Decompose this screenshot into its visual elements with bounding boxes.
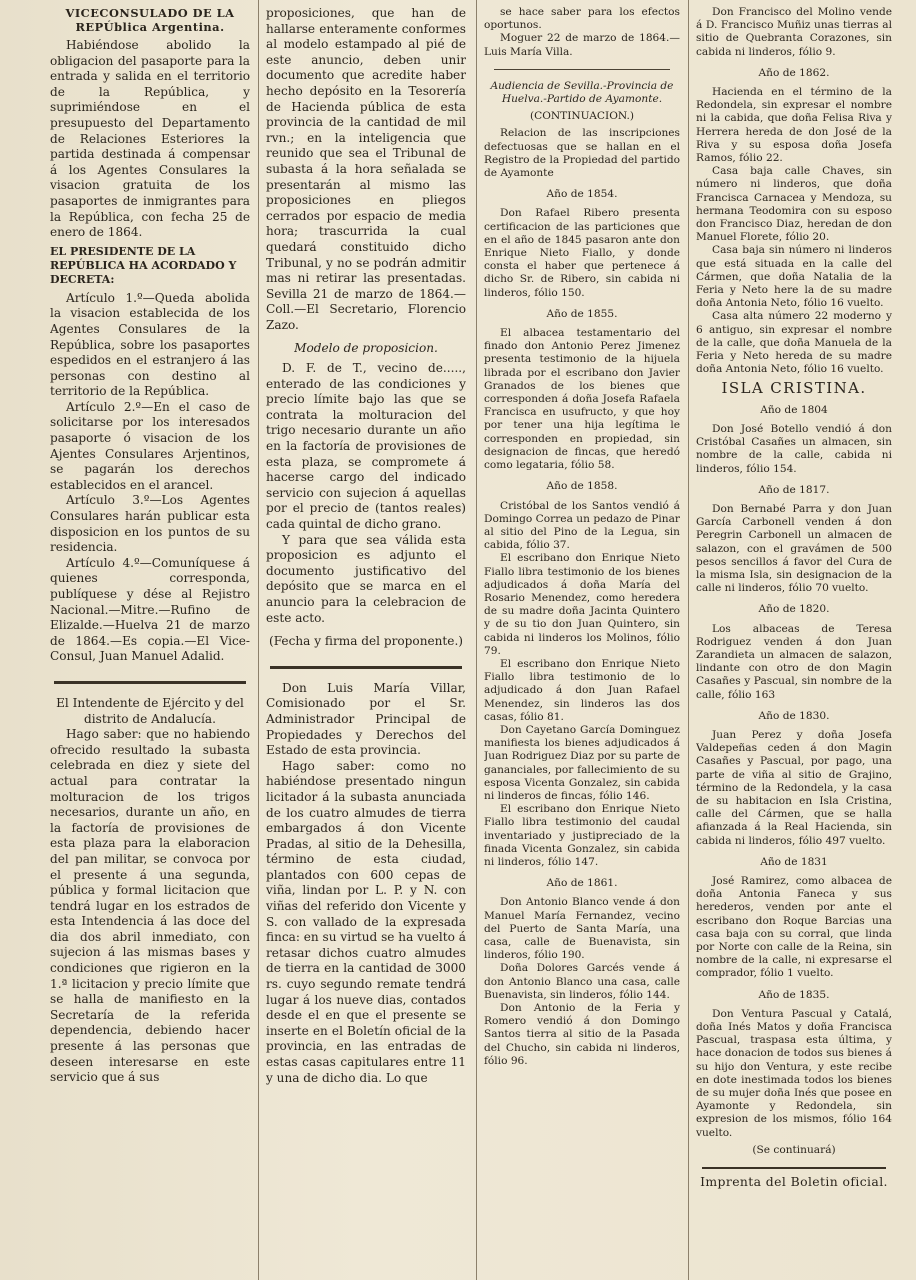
- entry: Don Cayetano García Dominguez manifiesta los bienes adjudicados á Juan Rodriguez Diaz por su parte de gananciales, por fallecimiento de su esposa Vicenta Gonzalez, sin cabida ni linderos de fincas, fólio 146.: [484, 723, 680, 802]
- year-heading: Año de 1831: [760, 855, 828, 868]
- decree-heading: EL PRESIDENTE DE LA REPÚBLICA HA ACORDADO Y DECRETA:: [50, 244, 237, 286]
- entry: El escribano don Enrique Nieto Fiallo libra testimonio del caudal inventariado y justipreciado de la finada Vicenta Gonzalez, sin cabida ni linderos, fólio 147.: [484, 803, 680, 868]
- footer-rule: [702, 1167, 886, 1169]
- year-heading: Año de 1855.: [546, 307, 618, 320]
- section-rule: [54, 681, 246, 684]
- entry: Juan Perez y doña Josefa Valdepeñas ceden á don Magin Casañes y Pascual, por pago, una parte de viña al sitio de Grajino, término de la Redondela, y la casa de su habitacion en Isla Cristina, calle del Cármen, que se halla afianzada á la Real Hacienda, sin cabida ni linderos, fólio 497 vuelto.: [696, 728, 892, 847]
- entry: Los albaceas de Teresa Rodriguez venden á don Juan Zarandieta un almacen de salazon, lindante con otro de don Magin Casañes y Pascual, sin nombre de la calle, fólio 163: [696, 622, 892, 701]
- entry: Don José Botello vendió á don Cristóbal Casañes un almacen, sin nombre de la calle, cabida ni linderos, fólio 154.: [696, 422, 892, 475]
- year-heading: Año de 1858.: [546, 480, 618, 493]
- year-heading: Año de 1817.: [758, 483, 830, 496]
- article-4: Artículo 4.º—Comuníquese á quienes corresponda, publíquese y dése al Rejistro Nacional.—Mitre.—Rufino de Elizalde.—Huelva 21 de marzo de 1864.—Es copia.—El Vice-Consul, Juan Manuel Adalid.: [50, 555, 250, 664]
- column-2: [266, 0, 466, 1280]
- villar-heading: Don Luis María Villar, Comisionado por el Sr. Administrador Principal de Propiedades y Derechos del Estado de esta provincia.: [266, 680, 466, 758]
- entry: Casa alta número 22 moderno y 6 antiguo, sin expresar el nombre de la calle, que doña Manuela de la Feria y Neto hereda de su madre doña Antonia Neto, fólio 16 vuelto.: [696, 310, 892, 376]
- court-heading: Audiencia de Sevilla.-Provincia de Huelva.-Partido de Ayamonte.: [490, 79, 674, 106]
- relacion-intro: Relacion de las inscripciones defectuosas que se hallan en el Registro de la Propiedad del partido de Ayamonte: [484, 127, 680, 180]
- entry: Cristóbal de los Santos vendió á Domingo Correa un pedazo de Pinar al sitio del Pino de la Legua, sin cabida, fólio 37.: [484, 499, 680, 552]
- continued-label: (Se continuará): [752, 1143, 836, 1156]
- continuation-label: (CONTINUACION.): [529, 110, 635, 123]
- article-3: Artículo 3.º—Los Agentes Consulares harán publicar esta disposicion en los puntos de su residencia.: [50, 493, 250, 555]
- entry: Casa baja calle Chaves, sin número ni linderos, que doña Francisca Carnacea y Mendoza, su hermana Teodomira con su esposo don Francisco Diaz, heredan de don Manuel Florete, fólio 20.: [696, 165, 892, 244]
- article-1: Artículo 1.º—Queda abolida la visacion establecida de los Agentes Consulares de la República, sobre los pasaportes espedidos en el estranjero á las personas con destino al territorio de la República.: [50, 290, 250, 399]
- entry: Don Antonio de la Feria y Romero vendió á don Domingo Santos tierra al sitio de la Pasada del Chucho, sin cabida ni linderos, fólio 96.: [484, 1002, 680, 1067]
- entry: El albacea testamentario del finado don Antonio Perez Jimenez presenta testimonio de la hijuela librada por el escribano don Javier Granados de los bienes que corresponden á doña Josefa Rafaela Francisca en usufructo, y que hoy por tener una hija legítima le corresponden en propiedad, sin designacion de fincas, que heredó como legataria, fólio 58.: [484, 327, 680, 472]
- year-heading: Año de 1861.: [546, 877, 618, 890]
- signature-line: (Fecha y firma del proponente.): [268, 634, 464, 649]
- entry: Don Francisco del Molino vende á D. Francisco Muñiz unas tierras al sitio de Quebranta Corazones, sin cabida ni linderos, fólio 9.: [696, 6, 892, 58]
- entry: Hacienda en el término de la Redondela, sin expresar el nombre ni la cabida, que doña Felisa Riva y Herrera hereda de don José de la Riva y su esposa doña Josefa Ramos, fólio 22.: [696, 86, 892, 165]
- year-heading: Año de 1820.: [758, 603, 830, 616]
- entry: El escribano don Enrique Nieto Fiallo libra testimonio de lo adjudicado á don Juan Rafael Menendez, sin linderos las dos casas, fólio 81.: [484, 657, 680, 723]
- column-divider: [258, 0, 259, 1280]
- column-divider: [688, 0, 689, 1280]
- column-divider: [476, 0, 477, 1280]
- section-rule: [270, 666, 462, 669]
- column-4: [696, 0, 892, 1280]
- column-3: [484, 0, 680, 1280]
- year-heading: Año de 1854.: [546, 188, 618, 201]
- column-1: [50, 0, 250, 1280]
- entry: Don Ventura Pascual y Catalá, doña Inés Matos y doña Francisca Pascual, traspasa esta última, y hace donacion de todos sus bienes á su hijo don Ventura, y este recibe en dote inestimada todos los bienes de su mujer doña Inés que posee en Ayamonte y Redondela, sin expresion de los mismos, fólio 164 vuelto.: [696, 1007, 892, 1139]
- section-rule: [494, 69, 670, 70]
- year-heading: Año de 1830.: [758, 709, 830, 722]
- year-heading: Año de 1804: [760, 403, 828, 416]
- intendente-paragraph: Hago saber: que no habiendo ofrecido resultado la subasta celebrada en diez y siete del actual para contratar la molturacion de los trigos necesarios, durante un año, en la factoría de provisiones de esta plaza para la elaboracion del pan militar, se convoca por el presente á una segunda, pública y formal licitacion que tendrá lugar en los estrados de esta Intendencia á las doce del dia dos abril inmediato, con sujecion á las mismas bases y condiciones que rigieron en la 1.ª licitacion y precio límite que se halla de manifiesto en la Secretaría de la referida dependencia, debiendo hacer presente á las personas que deseen interesarse en este servicio que á sus: [50, 727, 250, 1085]
- article-2: Artículo 2.º—En el caso de solicitarse por los interesados pasaporte ó visacion de los Ajentes Consulares Arjentinos, se pagarán los derechos establecidos en el arancel.: [50, 399, 250, 492]
- entry: José Ramirez, como albacea de doña Antonia Faneca y sus herederos, venden por ante el escribano don Roque Barcias una casa baja con su corral, que linda por Norte con calle de la Reina, sin nombre de la calle, ni expresarse el comprador, fólio 1 vuelto.: [696, 874, 892, 980]
- year-heading: Año de 1835.: [758, 988, 830, 1001]
- year-heading: Año de 1862.: [758, 66, 830, 79]
- intendente-heading: El Intendente de Ejército y del distrito de Andalucía.: [56, 695, 244, 726]
- model-text: D. F. de T., vecino de....., enterado de las condiciones y precio límite bajo las que se contrata la molturacion del trigo necesario durante un año en la factoría de provisiones de esta plaza, se compromete á hacerse cargo del indicado servicio con sujecion á aquellas por el precio de (tantos reales) cada quintal de dicho grano.: [266, 361, 466, 531]
- entry: Doña Dolores Garcés vende á don Antonio Blanco una casa, calle Buenavista, sin linderos, fólio 144.: [484, 962, 680, 1001]
- model-title: Modelo de proposicion.: [294, 341, 438, 356]
- proposiciones-paragraph: proposiciones, que han de hallarse enteramente conformes al modelo estampado al pié de este anuncio, deben unir documento que acredite haber hecho depósito en la Tesorería de Hacienda pública de esta provincia de la cantidad de mil rvn.; en la inteligencia que reunido que sea el Tribunal de subasta á la hora señalada se presentarán al mismo las proposiciones en pliegos cerrados por espacio de media hora; trascurrida la cual quedará constituido dicho Tribunal, y no se podrán admitir mas ni retirar las presentadas. Sevilla 21 de marzo de 1864.—Coll.—El Secretario, Florencio Zazo.: [266, 6, 466, 332]
- moguer-date: Moguer 22 de marzo de 1864.—Luis María Villa.: [484, 32, 680, 58]
- villar-paragraph: Hago saber: como no habiéndose presentado ningun licitador á la subasta anunciada de los cuatro almudes de tierra embargados á don Vicente Pradas, al sitio de la Dehesilla, término de esta ciudad, plantados con 600 cepas de viña, lindan por L. P. y N. con viñas del referido don Vicente y S. con vallado de la expresada finca: en su virtud se ha vuelto á retasar dichos cuatro almudes de tierra en la cantidad de 3000 rs. cuyo segundo remate tendrá lugar á los nueve dias, contados desde el en que el presente se inserte en el Boletín oficial de la provincia, en las entradas de estas casas capitulares entre 11 y una de dicho dia. Lo que: [266, 758, 466, 1085]
- viceconsulado-paragraph: Habiéndose abolido la obligacion del pasaporte para la entrada y salida en el territorio de la República, y suprimiéndose en el presupuesto del Departamento de Relaciones Esteriores la partida destinada á compensar á los Agentes Consulares la visacion gratuita de los pasaportes de inmigrantes para la República, con fecha 25 de enero de 1864.: [50, 38, 250, 240]
- entry: Casa baja sin número ni linderos que está situada en la calle del Cármen, que doña Natalia de la Feria y Neto here la de su madre doña Antonia Neto, fólio 16 vuelto.: [696, 244, 892, 310]
- entry: Don Bernabé Parra y don Juan García Carbonell venden á don Peregrin Carbonell un almacen de salazon, con el gravámen de 500 pesos sencillos á favor del Cura de la misma Isla, sin designacion de la calle ni linderos, fólio 70 vuelto.: [696, 502, 892, 595]
- model-text-2: Y para que sea válida esta proposicion es adjunto el documento justificativo del depósito que se marca en el anuncio para la celebracion de este acto.: [266, 532, 466, 625]
- isla-cristina-heading: ISLA CRISTINA.: [721, 379, 867, 398]
- entry: Don Rafael Ribero presenta certificacion de las particiones que en el año de 1845 pasaron ante don Enrique Nieto Fiallo, y donde consta el haber que pertenece á dicho Sr. de Ribero, sin cabida ni linderos, fólio 150.: [484, 207, 680, 299]
- printer-footer: Imprenta del Boletin oficial.: [700, 1174, 888, 1190]
- entry: Don Antonio Blanco vende á don Manuel María Fernandez, vecino del Puerto de Santa María, una casa, calle de Buenavista, sin linderos, fólio 190.: [484, 896, 680, 962]
- entry: El escribano don Enrique Nieto Fiallo libra testimonio de los bienes adjudicados á doña María del Rosario Menendez, como heredera de su madre doña Jacinta Quintero y de su tio don Juan Quintero, sin cabida ni linderos los Molinos, fólio 79.: [484, 552, 680, 657]
- viceconsulado-heading: VICECONSULADO DE LA REPÚblica Argentina.: [65, 6, 235, 34]
- moguer-paragraph: se hace saber para los efectos oportunos.: [484, 6, 680, 32]
